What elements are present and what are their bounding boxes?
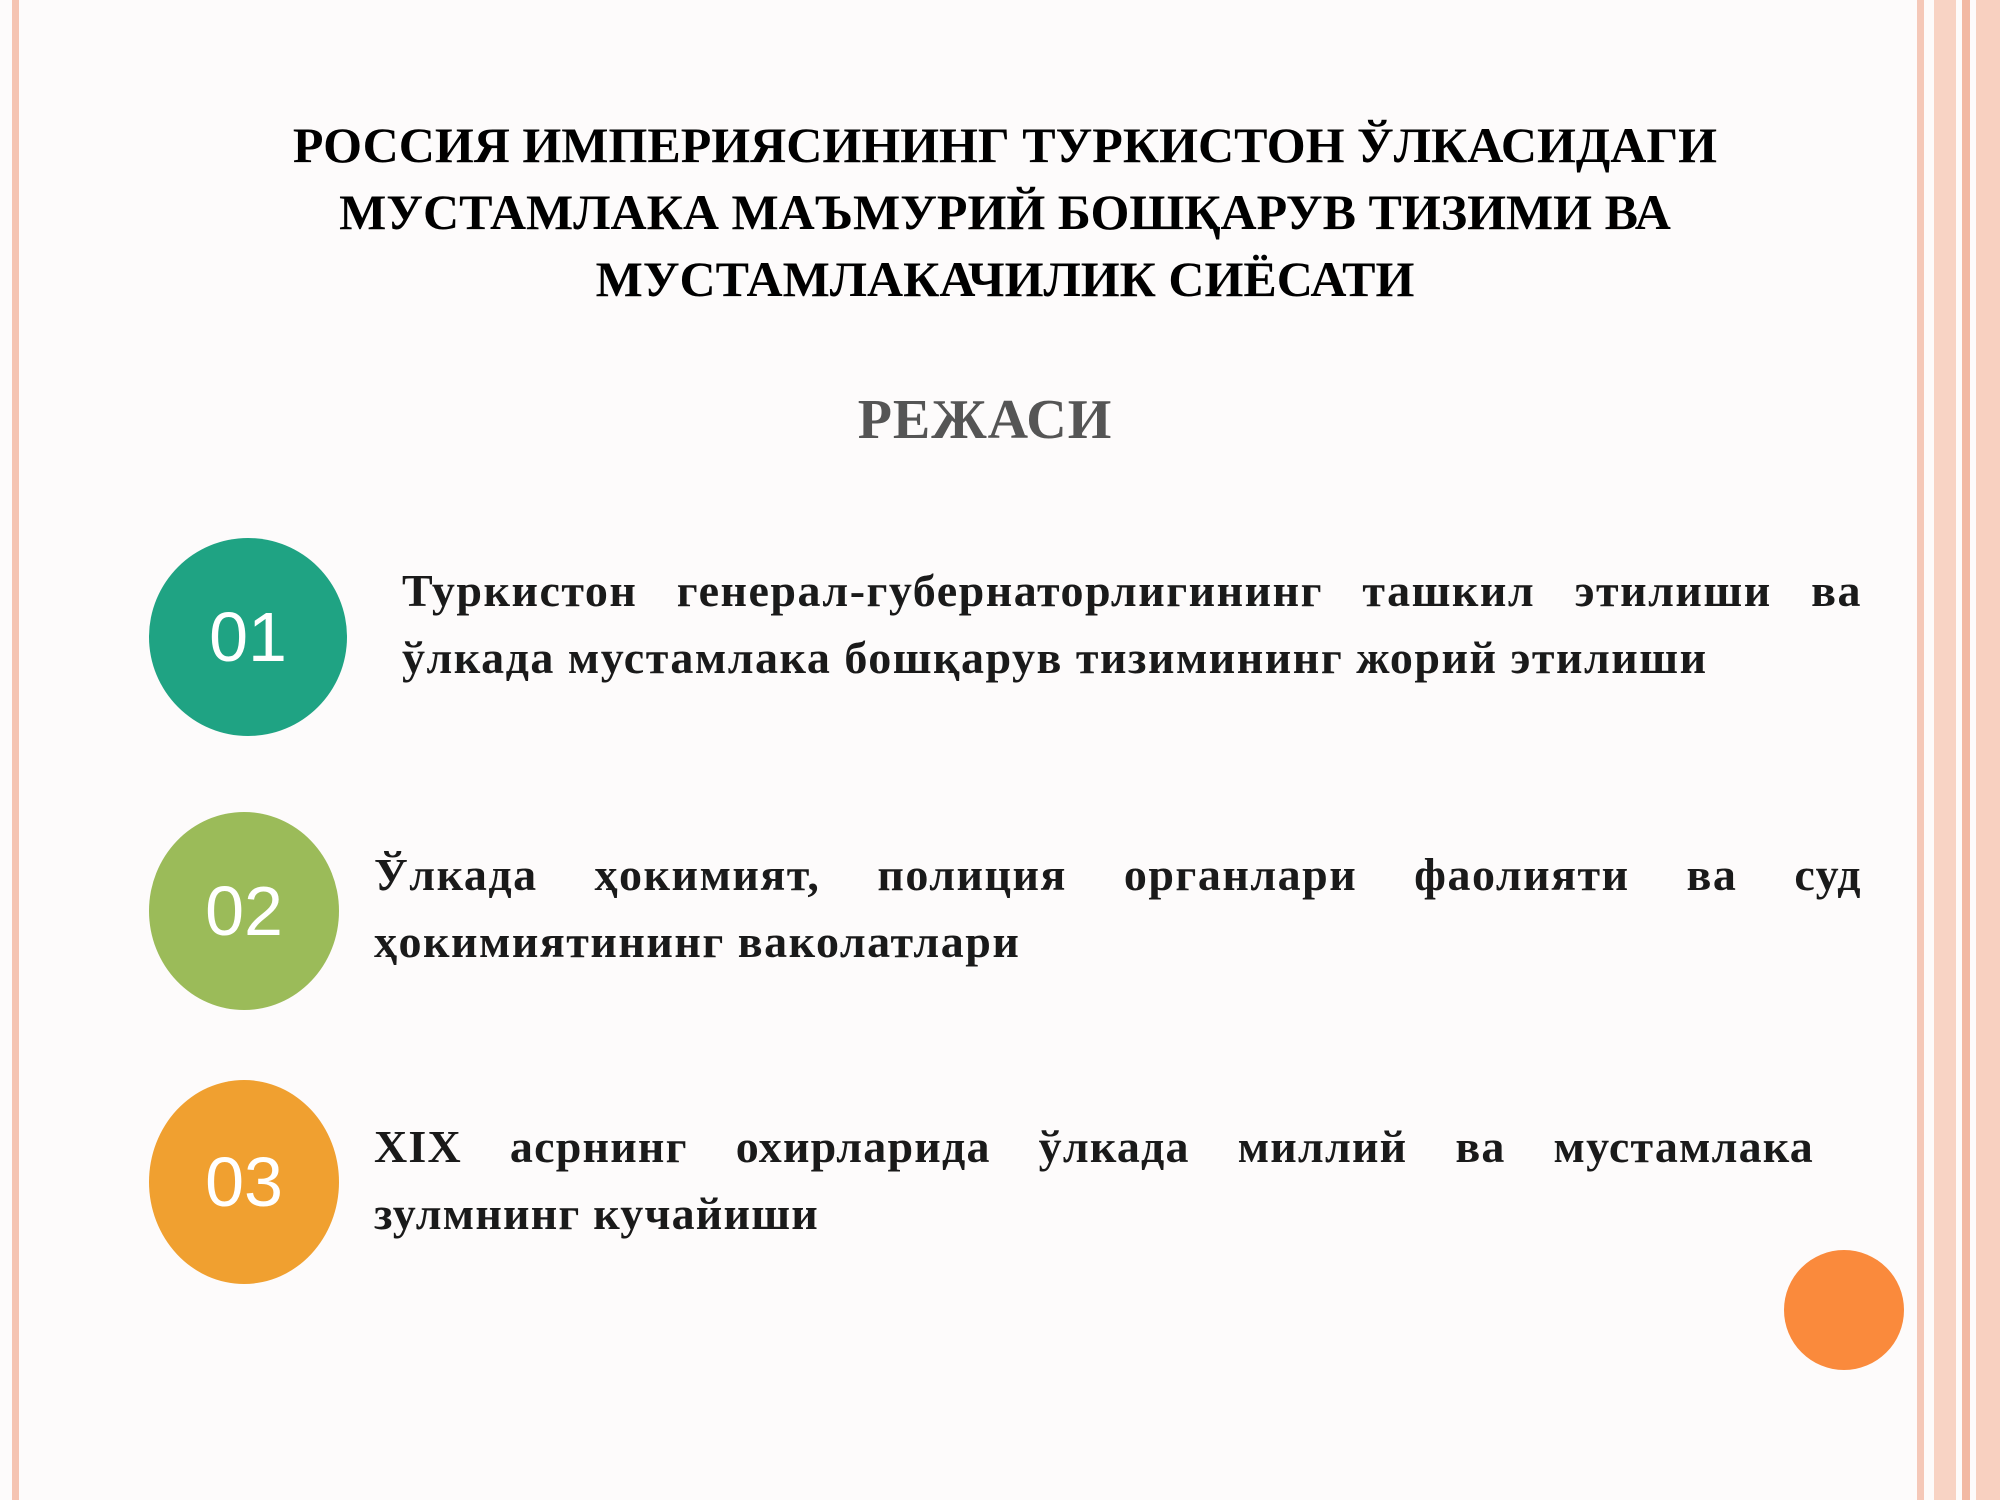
slide-title: РОССИЯ ИМПЕРИЯСИНИНГ ТУРКИСТОН ЎЛКАСИДАГИ МУСТАМЛАКА МАЪМУРИЙ БОШҚАРУВ ТИЗИМИ ВА МУСТАМЛАКАЧИЛИК СИЁСАТИ [292, 117, 1718, 307]
plan-item-text: Туркистон генерал-губернаторлигининг ташкил этилиши ва ўлкада мустамлака бошқарув тизимининг жорий этилиши [402, 565, 1862, 683]
decorative-circle [1784, 1250, 1904, 1370]
item-number-badge: 03 [149, 1080, 339, 1284]
left-border-stripe [12, 0, 19, 1500]
slide-subtitle: РЕЖАСИ [857, 389, 1113, 451]
plan-item-text: XIX асрнинг охирларида ўлкада миллий ва мустамлака зулмнинг кучайиши [374, 1121, 1814, 1239]
right-border-stripe [1976, 0, 2000, 1500]
item-number-badge: 02 [149, 812, 339, 1010]
right-border-stripe [1917, 0, 1924, 1500]
item-number-badge: 01 [149, 538, 347, 736]
right-border-stripe [1962, 0, 1970, 1500]
right-border-stripe [1934, 0, 1956, 1500]
plan-item-text: Ўлкада ҳокимият, полиция органлари фаолияти ва суд ҳокимиятининг ваколатлари [374, 849, 1862, 967]
